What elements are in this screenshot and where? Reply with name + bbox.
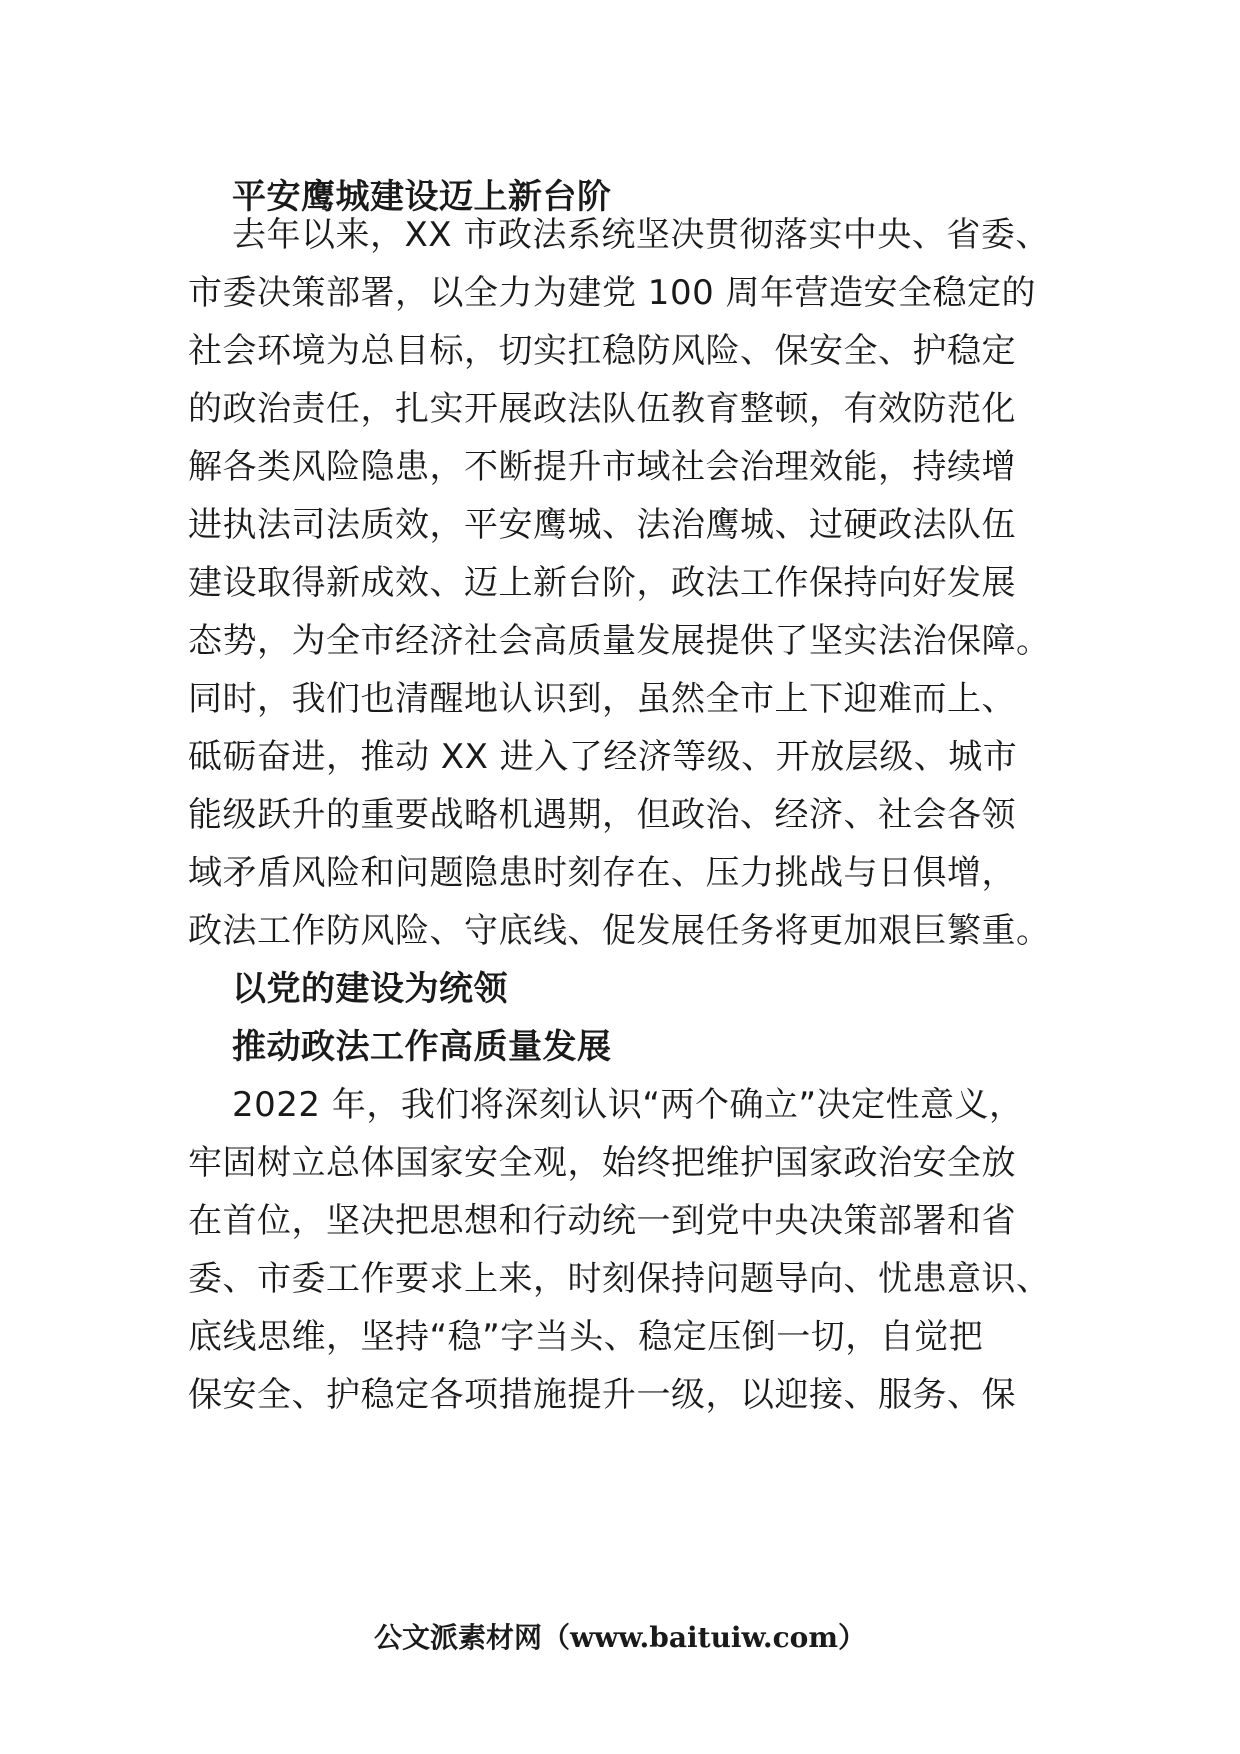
body-line: 市委决策部署，以全力为建党 100 周年营造安全稳定的 <box>188 273 1037 313</box>
body-line: 政法工作防风险、守底线、促发展任务将更加艰巨繁重。 <box>188 911 1051 951</box>
body-line: 进执法司法质效，平安鹰城、法治鹰城、过硬政法队伍 <box>188 505 1016 545</box>
page-footer: 公文派素材网（www.baituiw.com） <box>374 1621 866 1654</box>
body-line: 牢固树立总体国家安全观，始终把维护国家政治安全放 <box>188 1143 1016 1183</box>
body-line: 建设取得新成效、迈上新台阶，政法工作保持向好发展 <box>188 563 1016 603</box>
section-heading: 推动政法工作高质量发展 <box>232 1027 612 1067</box>
body-line: 解各类风险隐患，不断提升市域社会治理效能，持续增 <box>188 447 1016 487</box>
body-line: 的政治责任，扎实开展政法队伍教育整顿，有效防范化 <box>188 389 1016 429</box>
body-line: 保安全、护稳定各项措施提升一级，以迎接、服务、保 <box>188 1375 1016 1415</box>
body-line: 委、市委工作要求上来，时刻保持问题导向、忧患意识、 <box>188 1259 1051 1299</box>
body-line: 砥砺奋进，推动 XX 进入了经济等级、开放层级、城市 <box>188 737 1018 777</box>
body-line: 态势，为全市经济社会高质量发展提供了坚实法治保障。 <box>188 621 1051 661</box>
body-line: 去年以来，XX 市政法系统坚决贯彻落实中央、省委、 <box>232 215 1050 255</box>
body-line: 在首位，坚决把思想和行动统一到党中央决策部署和省 <box>188 1201 1016 1241</box>
body-line: 社会环境为总目标，切实扛稳防风险、保安全、护稳定 <box>188 331 1016 371</box>
section-heading: 平安鹰城建设迈上新台阶 <box>232 177 612 217</box>
body-line: 能级跃升的重要战略机遇期，但政治、经济、社会各领 <box>188 795 1016 835</box>
body-line: 同时，我们也清醒地认识到，虽然全市上下迎难而上、 <box>188 679 1016 719</box>
section-heading: 以党的建设为统领 <box>232 969 508 1009</box>
body-line: 域矛盾风险和问题隐患时刻存在、压力挑战与日俱增， <box>188 853 1016 893</box>
body-line: 底线思维，坚持“稳”字当头、稳定压倒一切，自觉把 <box>188 1317 984 1357</box>
body-line: 2022 年，我们将深刻认识“两个确立”决定性意义， <box>232 1085 1024 1125</box>
